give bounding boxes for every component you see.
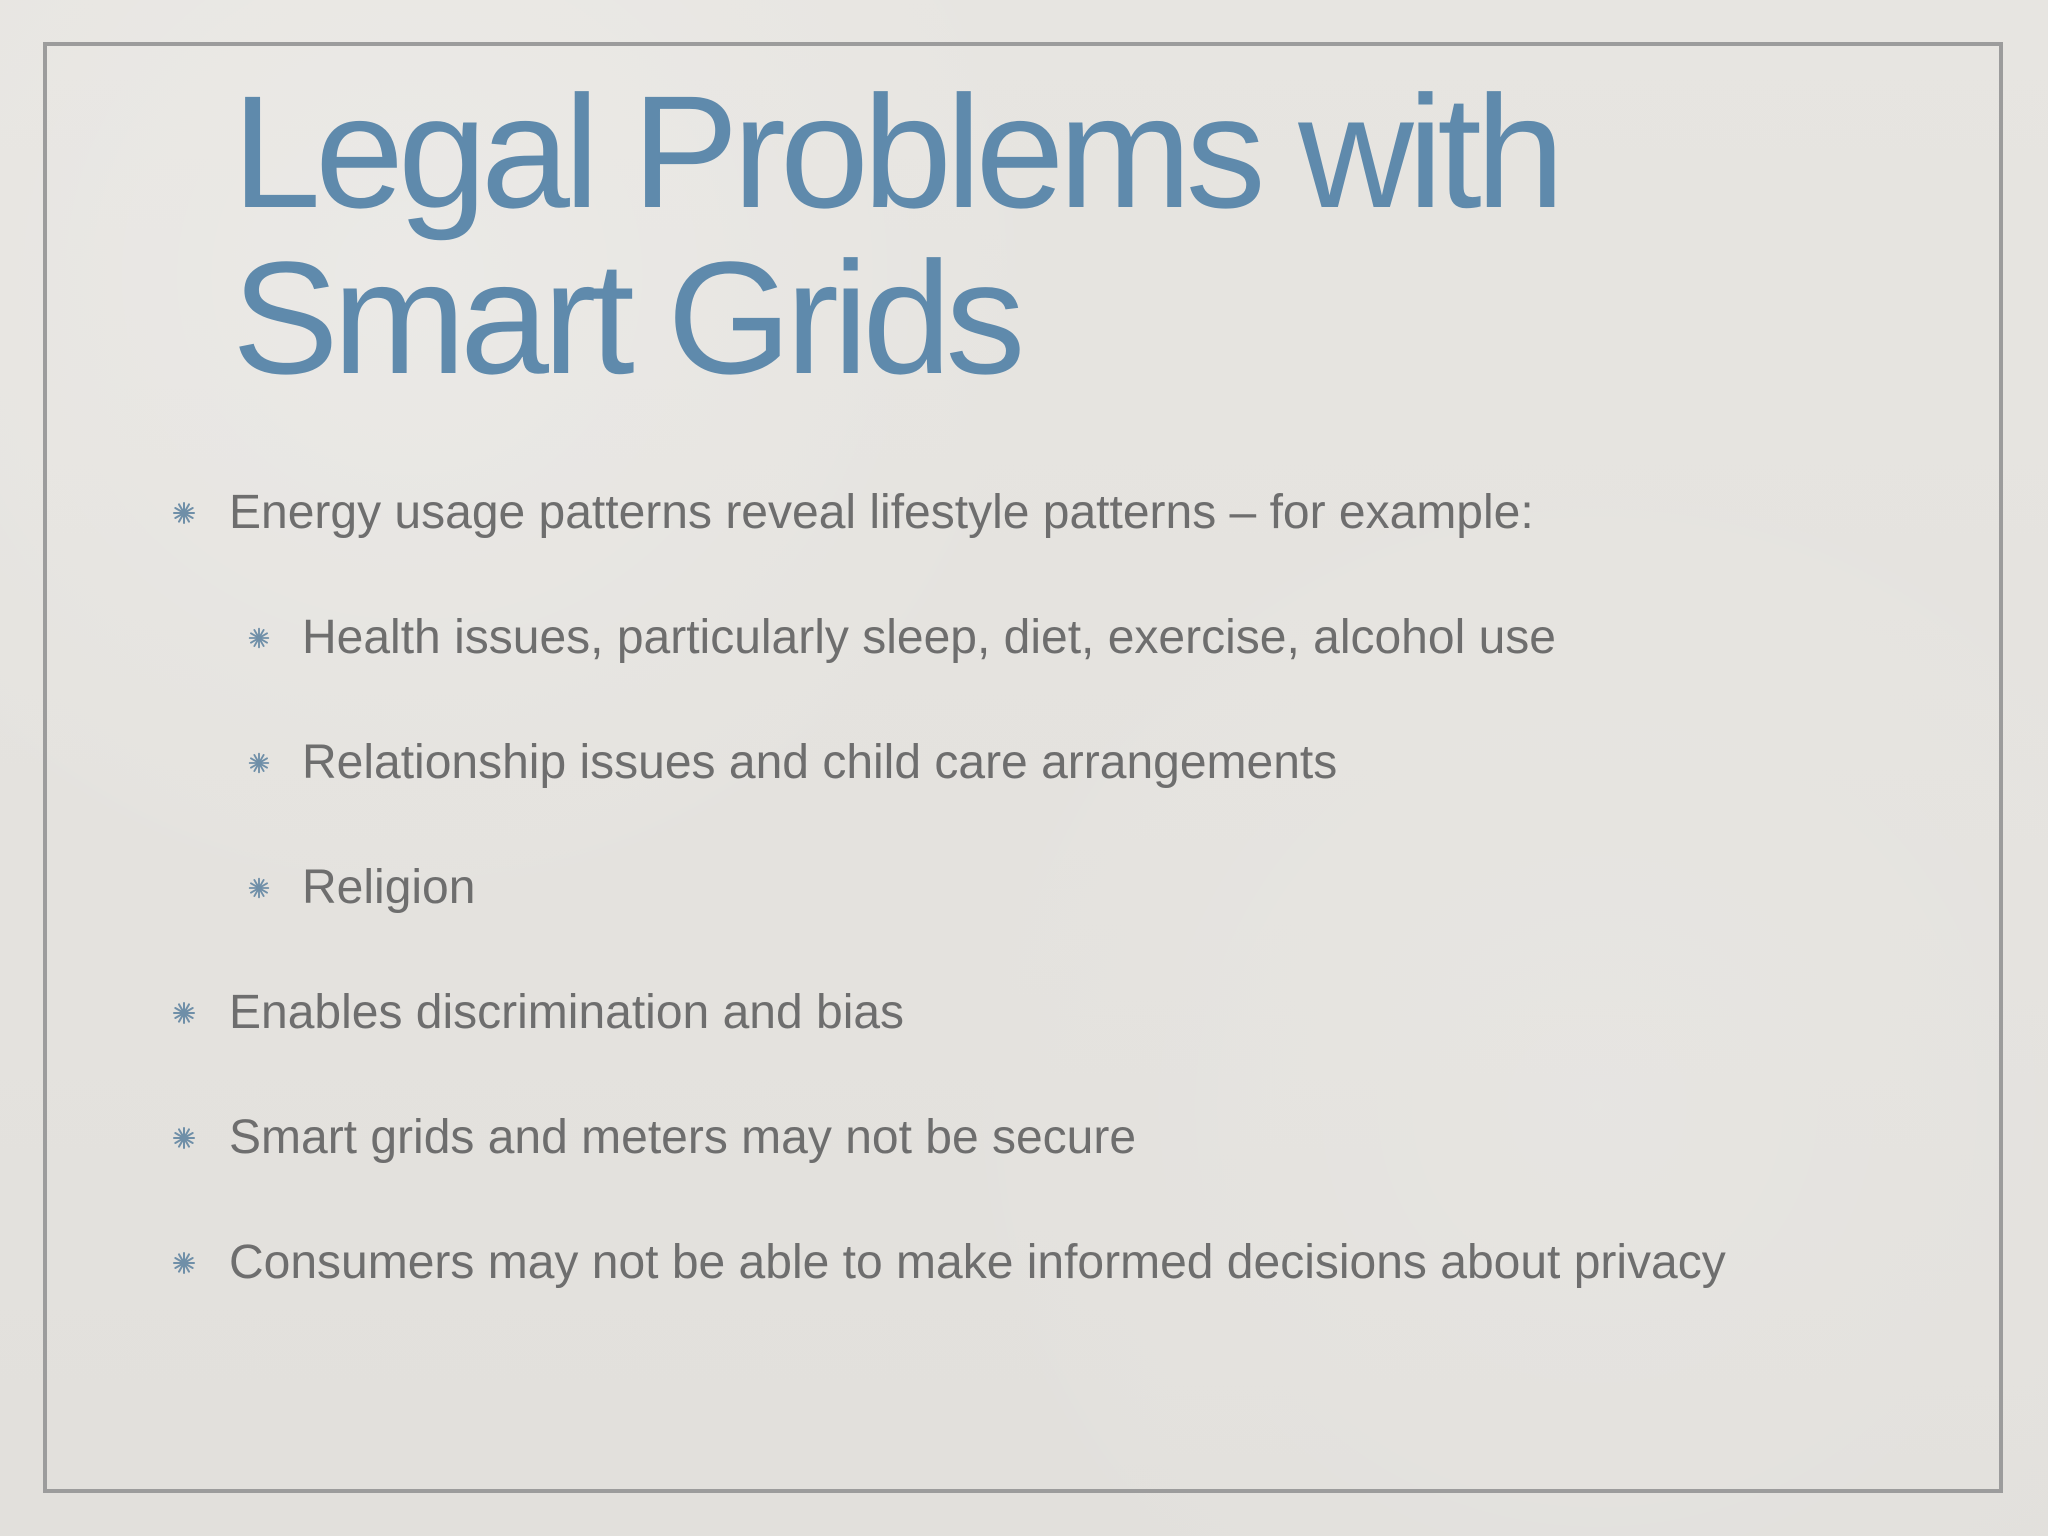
bullet-text: Consumers may not be able to make informed decisions about privacy [229, 1236, 1726, 1289]
asterisk-bullet-icon [170, 999, 198, 1027]
bullet-text: Enables discrimination and bias [229, 986, 905, 1039]
asterisk-bullet-icon [170, 1249, 198, 1277]
asterisk-bullet-icon [246, 625, 272, 651]
asterisk-bullet-icon [246, 750, 272, 776]
bullet-item-energy-patterns [170, 478, 1534, 548]
bullet-item-security [170, 1103, 1136, 1173]
bullet-text: Energy usage patterns reveal lifestyle patterns – for example: [229, 486, 1534, 539]
sub-bullet-health-issues [246, 603, 1556, 673]
slide-title-line-2: Smart Grids [232, 228, 1020, 407]
asterisk-bullet-icon [170, 1124, 198, 1152]
bullet-item-discrimination [170, 978, 904, 1048]
bullet-item-privacy [170, 1228, 1726, 1298]
asterisk-bullet-icon [170, 499, 198, 527]
sub-bullet-religion [246, 853, 475, 923]
bullet-text: Smart grids and meters may not be secure [229, 1111, 1137, 1164]
sub-bullet-relationship-issues [246, 728, 1337, 798]
slide-title-line-1: Legal Problems with [232, 62, 1559, 241]
asterisk-bullet-icon [246, 875, 272, 901]
bullet-text: Relationship issues and child care arrangements [302, 736, 1338, 789]
bullet-text: Health issues, particularly sleep, diet, exercise, alcohol use [302, 611, 1556, 664]
bullet-text: Religion [302, 861, 476, 914]
